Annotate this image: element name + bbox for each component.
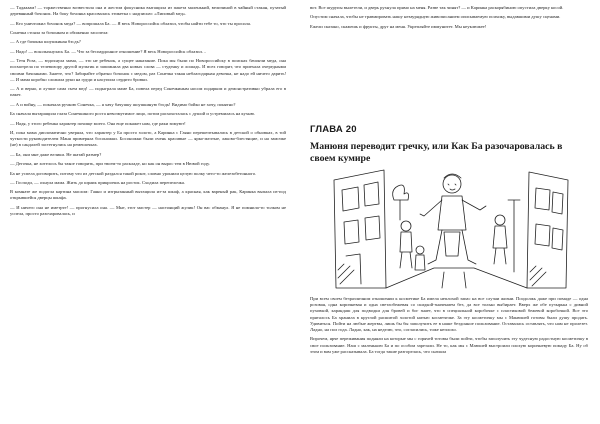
paragraph: — А где бачонка шоушкиная бэсдь? — [10, 39, 81, 45]
paragraph: вот. Все шурупы вылетели, и дверь рухнула прямо на меня. Разве так чинят? — и Каринка раскорябиною опустила дверку косой. — [310, 5, 564, 10]
paragraph: В комнате же подогла картина маслом: Гаяно и изгрызанный вытащила из-за шкаф, а красная, как вареный рак, Каринка выпала из-под открывшейся дверцы шкафа. — [10, 189, 286, 201]
chapter-19-ending — [310, 5, 588, 30]
paragraph: — Кто уничтожил бочонок меда? — вопрошала Ба. — Я весь Новороссийск облазил, чтобы найти тебе то, что ты просила. — [10, 20, 252, 26]
left-page — [10, 0, 286, 220]
paragraph: — И ничего она не иметрте! — прогнусила она. — Мне, этот мастер — настоящий жулик! Он вас обманул. Я не помнила-то толком не успела, просто разочаровалась, и — [10, 204, 286, 217]
paragraph: — Ба, они мне даже велики. Не шатай размер? — [10, 151, 102, 157]
chapter-number: ГЛАВА 20 — [310, 124, 357, 135]
paragraph: — Тадаааам! — торжественно возвестила она и жестом фокусника вытащила из пакета маленький, величиной в чайный стакан, пузатый деревянный бочонок. На боку бочонка красовалась этикетка с надписью: «Липовый мед». — [10, 5, 286, 17]
paragraph: Ба не успела договорить, потому что из детской раздался такой рокот, словно уронили целую полку чего-то железобетонного. — [10, 170, 257, 176]
right-page — [310, 0, 588, 424]
paragraph: — Тетя Роза, — вздохнула мама, — это не ребенок, а сущее наказание. Пока мы были по Новороссийску в поисках бачончи меда, она посмотрела по телевизору другой мультик и запомнила два новых слова — студенку и лошадь. И всех говорит, что приехала очередными своими бачонками. Знаете, что? Забирайте обратно бочонок с медом, раз Сонечка такая неблагодарная девочка, не надо ей ничего дарить! — И мама коробко сложила руки на груди и насупила сердито бровки. — [10, 58, 286, 82]
paragraph: Сонечка стояла за бочонком и обиженно засопела: — [10, 29, 109, 35]
paragraph: Впрочем, ярче переживания подняли на которые мы с горячей тотовы были пойти, чтобы заполучить эту чудесную радостную косметичку в свое пользование. Наш с маленькою Ба и по особом зарезали. Не то, как мы с Маюшей выстроили плохую коричневую помаду Ба. Ну об этом и вам уже рассказывала. Ба тогда такие разгорелась, что сначала — [310, 336, 588, 354]
chapter-illustration — [324, 160, 574, 292]
paragraph: — Дегочка, не хотелось бы такое говорить, при твоем-то раскладе, но как он вырос тем в Нювой году. — [10, 161, 210, 167]
paragraph: Ба сначала вытаращила глаза Сонечкиного роста невозмутимое лицо, потом расхохоталась с душой и устремилась на кухню. — [10, 111, 256, 117]
paragraph: — Надо! — всколыхнулась Ба. — Что за беспардонное отношение? Я весь Новороссийск облазил… — [10, 48, 207, 54]
paragraph: — Господи, — охнула мама. Жить до шраик прикроешь на росток. Сходила перепелочка. — [10, 179, 186, 185]
paragraph: Опустим сначала, чтобы не травмировать нашу незаурядную живописанием описываемую психику, выдавшими душу сценами. — [310, 14, 561, 20]
paragraph: При всем своем безразличном отношении к косметике Ба имела неплохой запас на все случаи жизни. Поодолжь даже при помаде — одна розовая, одна коричневая и одна светлобежевая со скидкой-значением без, да все только выбирает. Вверх же обе пузырька с дивной пуховкой, карандаш для подводки для бровей и бог знает, что в специальной коробочке с пластиковой бежевой коробочкой. Все это пряталось Ба хранила в круглой расшитой золотой нитью косметичке. За эту косметичку мы с Манюшей готовы были душу продать. Удивиться. Пойти на любые жертвы, лишь бы бы заполучить ее в наше бездонное пользование. Оставалась оставлять, что нам не пролезет. Ладно, на пол года. Ладно, как, на неделю, что, согласились, тоже неплохо. — [310, 296, 588, 333]
chapter-title: Манюня переводит гречку, или Как Ба разочаровалась в своем кумире — [310, 141, 563, 164]
paragraph: — А и верно, и лучше сама съем мед! — подыграла маме Ба, повела перед Сонечкиным носом подарком и демонстративно убрала его в пакет. — [10, 86, 286, 98]
paragraph: — Надя, у этого ребенка характер почище моего. Она еще покажет нам, где раки зимуют! — [10, 120, 186, 126]
paragraph: Ежели сказано, скажешь и фрукты, друг на меня. Укрепляйте иммунитет. Мы неуклюжее! — [310, 23, 487, 29]
chapter-20-text — [310, 296, 588, 358]
paragraph: — А и войну, — покачала ручкою Сонечка, — я хачу бачушку шоушкиную бэсдь! Видимо бойко не хочу, понятно? — [10, 101, 236, 107]
paragraph: И, пока мама дипломатично уверяла, что характер у Ба просто золото, а Каринка с Гаяно перешептывались в детской о обновках, в той чуткости руководителем Маня примеряла босоножки. Босоножки были очень красивые — ярко-желтые, лаково-блестящие, и на замочке (не) в сандалей застегнулись на ремешочках. — [10, 129, 286, 148]
